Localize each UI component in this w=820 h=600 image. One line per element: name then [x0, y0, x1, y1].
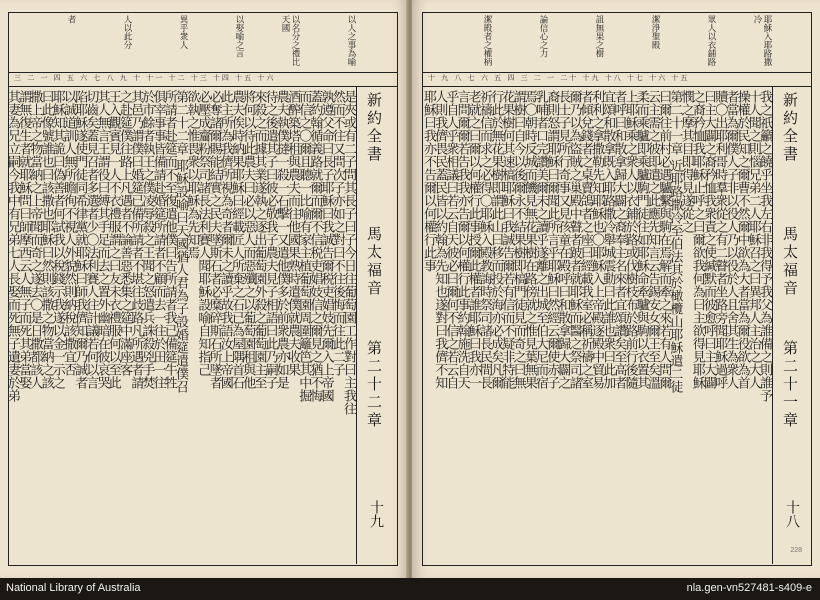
right-text-column: 曰爾往前村必遇驢繫與駒在焉解而牽之來若有人問爾	[656, 90, 672, 389]
right-text-column: 乳哺者口完讚美爾未之讀乎遂離之出城至伯大尼而宿	[532, 90, 548, 389]
right-text-column: 憫之摩其目即得見遂從之	[678, 90, 694, 233]
right-header-chapter: 第二十一章	[781, 340, 799, 430]
left-text-column: 然而不往又問次子亦如之對曰不往後悔而往此二子	[329, 90, 345, 376]
left-text-column: 將何以待此農夫曰必以惡人而惡殲之以葡萄園租與他	[240, 90, 256, 389]
left-text-column: 曰此像號誰也曰該撒也耶穌曰然則該撒之物當納之該	[38, 90, 54, 389]
right-margin-rule	[772, 86, 773, 564]
left-top-note: 以人之事為喻	[346, 15, 356, 66]
right-text-column: 祈禱信而求之必得〇耶穌入殿教誨時祭司諸長民間長	[476, 90, 492, 389]
left-text-column: 孰遵父命曰長子耶穌曰我誠告爾税吏娼妓先爾入上帝國	[318, 90, 334, 402]
left-header-title: 新約全書	[365, 92, 383, 164]
left-text-column: 欲執之惟畏衆以耶穌為先知焉	[184, 90, 200, 259]
left-text-column: 切齒矣蓋見召者多選者少〇法利賽人往計議若何以言	[83, 90, 99, 389]
right-text-column: 耶穌曰我亦不告爾以何權行此事	[420, 90, 436, 272]
left-text-column: 是夾或有二子問其長子曰子今日往葡萄園工作對曰主我往	[340, 90, 356, 415]
right-text-column: 云主需之彼即遣之此應先知言云告錫安女爾王至矣溫	[644, 90, 660, 389]
right-top-note: 潔淨聖殿	[650, 15, 660, 49]
right-text-column: 我之祇籲之饒乎坐我左右非我得予我父為誰備之則誰予	[756, 90, 772, 402]
left-text-column: 撒上帝之物當納之上帝聞而奇之遂去〇是日撒都該人	[27, 90, 43, 389]
right-text-column: 柔而乘驢即乘驢駒門徒往如耶穌命牽驢與駒以衣置其	[633, 90, 649, 389]
left-text-column: 蓋約翰循義路就爾而爾不信税吏娼妓信之爾見之猶不悔	[307, 90, 323, 402]
right-text-column: 謂樹曰自今以後爾永不結果樹即槁門徒見而奇之曰無	[510, 90, 526, 389]
left-text-column: 以誠道訓人無所瞻徇不視人外貌然則納稅該撒宜否	[60, 90, 76, 376]
left-text-column: 陷耶穌遂使門徒同希律黨就耶穌曰師我儕知爾乃誠者	[72, 90, 88, 389]
right-header-book: 馬太福音	[781, 226, 799, 298]
right-text-column: 宜頌和散拿既入耶路撒冷舉城震動曰此誰也衆曰此加	[600, 90, 616, 389]
left-text-column: 來殺之而據其業遂執之逐出葡萄園外殺之葡萄園主至	[251, 90, 267, 389]
left-text-column: 第二十二章 耶穌設喻曰天國猶人君為子設婚筵遣僕召	[172, 90, 188, 394]
left-top-note: 人以此分	[122, 15, 132, 49]
left-text-column: 酒醡築塔租與農夫而往他國果熟時遣僕就農夫收果	[284, 90, 300, 376]
left-text-column: 農夫執僕撻一殺一石擊一又遣他僕多於前衆農亦如是	[273, 90, 289, 389]
left-text-column: 必奪諸爾賜能結實之民夫墜斯石者必糜碎斯石所墜者	[206, 90, 222, 389]
right-text-column: 長士子見所行奇事又見孩童在殿呼曰和散拿歸大闢之	[555, 90, 571, 389]
right-text-column: 乎自人乎衆相議曰若云自天彼必曰爾何不信之若云自	[443, 90, 459, 389]
right-text-column: 言問爾爾若告我我亦告爾以何權行此事約翰施洗自天	[454, 90, 470, 389]
right-text-column: 爾乃以為盜賊之巢殿中瞽者跛者就耶穌而醫之祭司諸	[566, 90, 582, 389]
left-text-column: 而信之〇爾且聽一比喻有家主植葡萄園周圍籬笆其中掘	[296, 90, 312, 402]
left-text-column: 所請者赴筵而不至復遣他僕曰告所請者我已備筵牛牲	[161, 90, 177, 389]
left-top-note: 以名分之禮比天國	[280, 15, 300, 66]
left-text-column: 耶穌知其詭曰偽善者何試我以稅錢示我遂以金一示之	[49, 90, 65, 389]
left-text-column: 之赴筵僕往路上凡遇者不論善惡悉集之筵中滿座客	[116, 90, 132, 376]
right-text-column: 花果樹何其速槁耶穌曰我誠告爾若有信而不疑非特能	[499, 90, 515, 389]
right-page	[412, 0, 820, 578]
right-text-column: 者傾兌錢者之桌賣鴿者之座曰經載我室必稱祈禱之室	[577, 90, 593, 389]
left-text-column: 必壓成齏粉祭司諸長法利賽人聞耶穌設喻自知指己	[195, 90, 211, 376]
left-text-column: 俱宰事事皆備請赴婚筵所請者不顧而去一往於田一往	[150, 90, 166, 389]
left-text-column: 其妻為兄立嗣今我中有兄弟七人長娶而死無子遺妻於弟	[4, 90, 20, 402]
left-text-column: 待之後遣其子曰彼必敬我子農夫見子相語曰此乃嗣子	[262, 90, 278, 389]
left-text-column: 王入觀賓見一人不衣禮服謂之曰友未衣禮服何以至此	[105, 90, 121, 389]
left-text-column: 謂無復生者就耶穌問曰師摩西云人無子而死其弟當娶	[16, 90, 32, 389]
left-text-column: 其邑乃謂僕曰婚筵已備所請者不堪往歧路凡所遇者請	[128, 90, 144, 389]
right-top-note: 眾人以衣鋪路	[706, 15, 716, 66]
right-top-note: 潔殿者之權柄	[482, 15, 492, 66]
right-text-column: 利利之拿撒勒先知耶穌也〇耶穌入上帝殿逐殿中貿易	[588, 90, 604, 389]
catalog-stamp: 228	[790, 547, 802, 554]
right-text-column: 十人聞之則惱兄弟二人耶穌召之曰異邦人主治之大人	[745, 90, 761, 389]
left-header-rule	[8, 72, 398, 73]
right-text-column: 裔則怒謂耶穌曰爾聞此所言乎耶穌曰然經云爾使赤子	[544, 90, 560, 389]
left-numbers-rule	[8, 86, 398, 87]
left-text-column: 農夫俟時納果耶穌曰經載匠人所棄之石已為屋隅首石	[228, 90, 244, 389]
right-text-column: 曰主大闢之裔矜恤我衆責之使緘默而彼愈呼曰主大闢	[700, 90, 716, 389]
right-folio: 十八	[784, 500, 800, 528]
left-folio: 十九	[368, 500, 384, 528]
left-text-column: 其人無言王謂役曰縛其手足而去之置外幽暗在彼哀哭	[94, 90, 110, 389]
right-text-column: 之裔矜恤我耶穌止呼之曰爾欲我何為曰主欲得見耶穌	[689, 90, 705, 389]
right-text-column: 第二十一章 近耶路撒冷至伯法其於橄欖山耶穌遣二徒	[667, 90, 683, 394]
right-text-column: 操權於民知之爾曹不然爾中欲為大者當為爾役欲為首	[734, 90, 750, 389]
left-header-chapter: 第二十二章	[365, 340, 383, 430]
archive-footer	[0, 578, 820, 600]
left-verse-numbers: 三 二 一 四 五 六 七 八 九 十 十一 十二 十三 十四 十五 十六	[14, 74, 276, 82]
right-text-column: 焉〇朝時反城而饑見無花果樹在路傍就之惟見葉無果	[521, 90, 537, 389]
right-top-note: 耶穌入耶路撒冷	[752, 15, 772, 66]
left-top-note: 異乎衆人	[178, 15, 188, 49]
right-header-title: 新約全書	[781, 92, 799, 164]
right-text-column: 贖〇出耶利哥時羣衆從之有二瞽者坐路旁聞耶穌過呼	[712, 90, 728, 389]
footer-library-name: National Library of Australia	[6, 582, 141, 594]
right-top-note: 詛無果之樹	[594, 15, 604, 58]
footer-identifier: nla.gen-vn527481-s409-e	[686, 582, 812, 594]
right-numbers-rule	[422, 86, 812, 87]
left-top-note: 以娶喻之言	[234, 15, 244, 58]
left-text-column: 於市餘者執王之僕凌辱殺之王聞之怒遣兵誅殺兇手焚	[139, 90, 155, 389]
right-header-rule	[422, 72, 812, 73]
right-text-column: 行此於無花果樹即謂此山曰移而投於海亦必成矣凡爾	[488, 90, 504, 389]
left-page	[0, 0, 408, 578]
right-text-column: 老就之曰爾以何權行此事授爾此權者誰耶穌曰我亦一	[465, 90, 481, 389]
right-text-column: 者當為爾僕人子非以役人乃以役於人且舍其生為衆人	[723, 90, 739, 389]
right-verse-numbers: 十 九 八 七 六 五 四 三 二 一 二十 十九 十八 十七 十六 十五	[428, 74, 690, 82]
right-top-note: 論信心之力	[538, 15, 548, 58]
left-top-note: 者	[66, 15, 76, 24]
right-text-column: 人則我儕畏民蓋民皆以約翰為先知也遂對曰我儕不知	[432, 90, 448, 389]
left-header-book: 馬太福音	[365, 226, 383, 298]
left-margin-rule	[356, 86, 357, 564]
right-text-column: 者呼曰和散拿歸大闢之裔奉主名來者宜頌讚矣至高者	[611, 90, 627, 389]
right-text-column: 上耶穌乘之衆人以衣鋪於路或伐樹枝布於路前行後隨	[622, 90, 638, 389]
left-text-column: 此主所為我儕所視為奇者爾未之讀乎故我語汝上帝國	[217, 90, 233, 389]
